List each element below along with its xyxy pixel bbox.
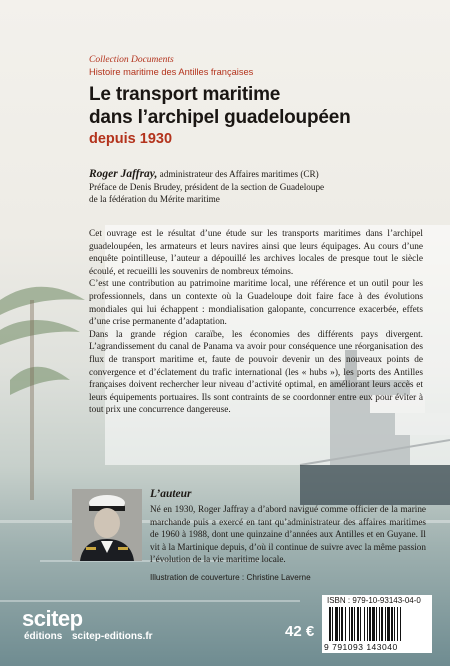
blurb-paragraph-1: Cet ouvrage est le résultat d’une étude sur les transports maritimes dans l’archipel guadeloupéen, les armateurs et leurs navires ainsi que leurs équipages. Au cours d’une enquête pointilleuse, l’auteur a dépouillé les archives locales de presque tout le siècle écoulé, et recueilli les souvenirs de nombreux témoins. bbox=[89, 229, 423, 277]
blurb-paragraph-2: C’est une contribution au patrimoine maritime local, une référence et un outil pour les professionnels, dans un contexte où la Guadeloupe doit faire face à des évolutions mondiales qui lui échappent : mondialisation galopante, concurrence exacerbée, effets d’une crise permanente d’adaptation. bbox=[89, 279, 423, 328]
author-role: administrateur des Affaires maritimes (CR) bbox=[157, 169, 319, 179]
title-line-2: dans l’archipel guadeloupéen bbox=[89, 107, 351, 128]
book-subtitle: depuis 1930 bbox=[89, 131, 173, 147]
blurb-paragraph-3: Dans la grande région caraïbe, les économies des différents pays divergent. L’agrandissement du canal de Panama va avoir pour conséquence une réorganisation des flux de transport maritime et, faute de pouvoir devenir un des nouveaux points de convergence et d’éclatement du trafic international (les « hubs »), les ports des Antilles françaises doivent rechercher leur niveau d’activité optimal, en améliorant leurs accès et leurs équipements portuaires. Ils sont contraints de se coordonner entre eux pour éviter à tout prix une concurrence dangereuse. bbox=[89, 329, 423, 416]
author-bio: Né en 1930, Roger Jaffray a d’abord navigué comme officier de la marine marchande puis a exercé en tant qu’administrateur des affaires maritimes de 1960 à 1988, dont une quinzaine d’années aux Antilles et en Guyane. Il vit à la Martinique depuis, d’où il continue de suivre avec la même passion l’évolution de la vie maritime locale. bbox=[150, 504, 426, 565]
preface-line-1: Préface de Denis Brudey, président de la section de Guadeloupe bbox=[89, 181, 325, 192]
author-name: Roger Jaffray, bbox=[89, 168, 158, 180]
barcode-icon bbox=[327, 607, 427, 643]
barcode-digits: 9 791093 143040 bbox=[324, 642, 398, 652]
title-line-1: Le transport maritime bbox=[89, 84, 281, 105]
publisher-label: éditions bbox=[24, 631, 63, 642]
header bbox=[89, 54, 429, 147]
preface-line-2: de la fédération du Mérite maritime bbox=[89, 194, 220, 204]
price: 42 € bbox=[285, 623, 315, 640]
publisher-website[interactable]: scitep-editions.fr bbox=[72, 631, 153, 642]
publisher-logo-text: scitep bbox=[22, 606, 83, 631]
isbn: ISBN : 979-10-93143-04-0 bbox=[327, 596, 421, 605]
book-blurb bbox=[89, 228, 423, 417]
collection-series: Histoire maritime des Antilles françaises bbox=[89, 67, 254, 77]
publisher-logo bbox=[22, 606, 83, 632]
author-portrait-icon bbox=[72, 489, 142, 561]
author-section-heading: L’auteur bbox=[150, 488, 192, 500]
cover-illustration-credit: Illustration de couverture : Christine Laverne bbox=[150, 573, 311, 582]
collection-name: Collection Documents bbox=[89, 55, 174, 65]
author-credits bbox=[89, 168, 434, 206]
book-title bbox=[89, 83, 429, 129]
